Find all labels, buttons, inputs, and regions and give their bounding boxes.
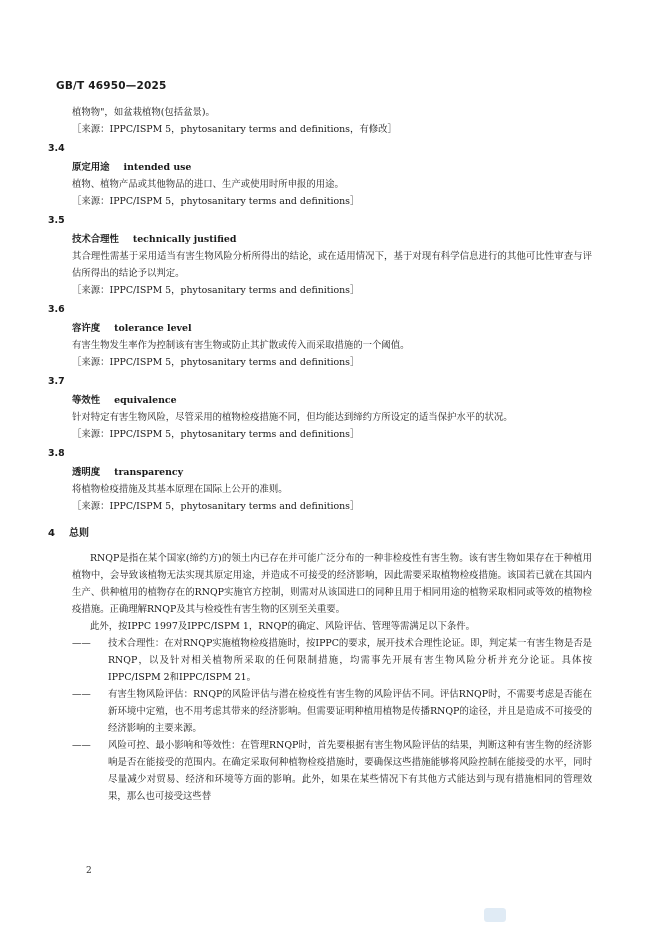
- list-item: [72, 737, 592, 805]
- term-definition: 将植物检疫措施及其基本原理在国际上公开的准则。: [72, 484, 288, 495]
- term-source: ［来源：IPPC/ISPM 5，phytosanitary terms and definitions］: [72, 501, 360, 512]
- section-paragraph: 此外，按IPPC 1997及IPPC/ISPM 1，RNQP的确定、风险评估、管理等需满足以下条件。: [90, 621, 475, 632]
- page-content: [48, 104, 593, 805]
- term-heading: [72, 231, 592, 248]
- list-dash: ——: [72, 689, 91, 700]
- term-cn: 等效性: [72, 395, 101, 406]
- term-heading: [72, 159, 592, 176]
- term-definition: 植物、植物产品或其他物品的进口、生产或使用时所申报的用途。: [72, 179, 344, 190]
- term-number: 3.5: [48, 215, 65, 226]
- term-heading: [72, 392, 592, 409]
- term-number: 3.8: [48, 448, 65, 459]
- term-definition: 其合理性需基于采用适当有害生物风险分析所得出的结论，或在适用情况下，基于对现有科学信息进行的其他可比性审查与评估所得出的结论予以判定。: [72, 251, 592, 279]
- term-definition: 针对特定有害生物风险，尽管采用的植物检疫措施不同，但均能达到缔约方所设定的适当保护水平的状况。: [72, 412, 513, 423]
- term-cn: 原定用途: [72, 162, 110, 173]
- list-dash: ——: [72, 638, 91, 649]
- term-definition: 有害生物发生率作为控制该有害生物或防止其扩散或传入而采取措施的一个阈值。: [72, 340, 410, 351]
- intro-line: 植物物"，如盆栽植物(包括盆景)。: [72, 107, 215, 118]
- list-item: [72, 686, 592, 737]
- section-title: 总则: [68, 528, 89, 539]
- watermark-logo: [484, 908, 506, 922]
- list-item: [72, 635, 592, 686]
- section-paragraph: RNQP是指在某个国家(缔约方)的领土内已存在并可能广泛分布的一种非检疫性有害生物。该有害生物如果存在于种植用植物中，会导致该植物无法实现其原定用途，并造成不可接受的经济影响，因此需要采取植物检疫措施。该国若已就在其国内生产、供种植用的植物存在的RNQP实施官方控制，则需对从该国进口的同种且用于相同用途的植物采取相同或等效的植物检疫措施。正确理解RNQP及其与检疫性有害生物的区别至关重要。: [72, 553, 592, 615]
- term-en: equivalence: [114, 395, 177, 406]
- term-heading: [72, 320, 592, 337]
- term-cn: 透明度: [72, 467, 101, 478]
- list-item-text: 有害生物风险评估：RNQP的风险评估与潜在检疫性有害生物的风险评估不同。评估RNQP时，不需要考虑是否能在新环境中定殖，也不用考虑其带来的经济影响。但需要证明种植用植物是传播RNQP的途径，并且是造成不可接受的经济影响的主要来源。: [108, 689, 592, 734]
- list-dash: ——: [72, 740, 91, 751]
- list-item-text: 技术合理性：在对RNQP实施植物检疫措施时，按IPPC的要求，展开技术合理性论证。即，判定某一有害生物是否是RNQP，以及针对相关植物所采取的任何限制措施，均需事先开展有害生物风险分析并充分论证。具体按IPPC/ISPM 2和IPPC/ISPM 21。: [108, 638, 593, 683]
- term-en: intended use: [123, 162, 192, 173]
- intro-source-line: ［来源：IPPC/ISPM 5，phytosanitary terms and definitions，有修改］: [72, 124, 397, 135]
- term-en: tolerance level: [114, 323, 192, 334]
- term-number: 3.7: [48, 376, 65, 387]
- term-number: 3.6: [48, 304, 65, 315]
- term-source: ［来源：IPPC/ISPM 5，phytosanitary terms and definitions］: [72, 429, 360, 440]
- term-number: 3.4: [48, 143, 65, 154]
- list-item-text: 风险可控、最小影响和等效性：在管理RNQP时，首先要根据有害生物风险评估的结果，判断这种有害生物的经济影响是否在能接受的范围内。在确定采取何种植物检疫措施时，要确保这些措施能够将风险控制在能接受的水平，同时尽量减少对贸易、经济和环境等方面的影响。此外，如果在某些情况下有其他方式能达到与现有措施相同的管理效果，那么也可接受这些替: [108, 740, 592, 802]
- term-cn: 容许度: [72, 323, 101, 334]
- standard-number-header: GB/T 46950—2025: [56, 80, 167, 92]
- section-number: 4: [48, 528, 55, 539]
- term-en: transparency: [114, 467, 184, 478]
- term-source: ［来源：IPPC/ISPM 5，phytosanitary terms and definitions］: [72, 357, 360, 368]
- term-en: technically justified: [132, 234, 237, 245]
- term-source: ［来源：IPPC/ISPM 5，phytosanitary terms and definitions］: [72, 196, 360, 207]
- term-heading: [72, 464, 592, 481]
- term-cn: 技术合理性: [72, 234, 119, 245]
- page-number: 2: [86, 866, 92, 876]
- term-source: ［来源：IPPC/ISPM 5，phytosanitary terms and definitions］: [72, 285, 360, 296]
- section-heading: [48, 525, 568, 542]
